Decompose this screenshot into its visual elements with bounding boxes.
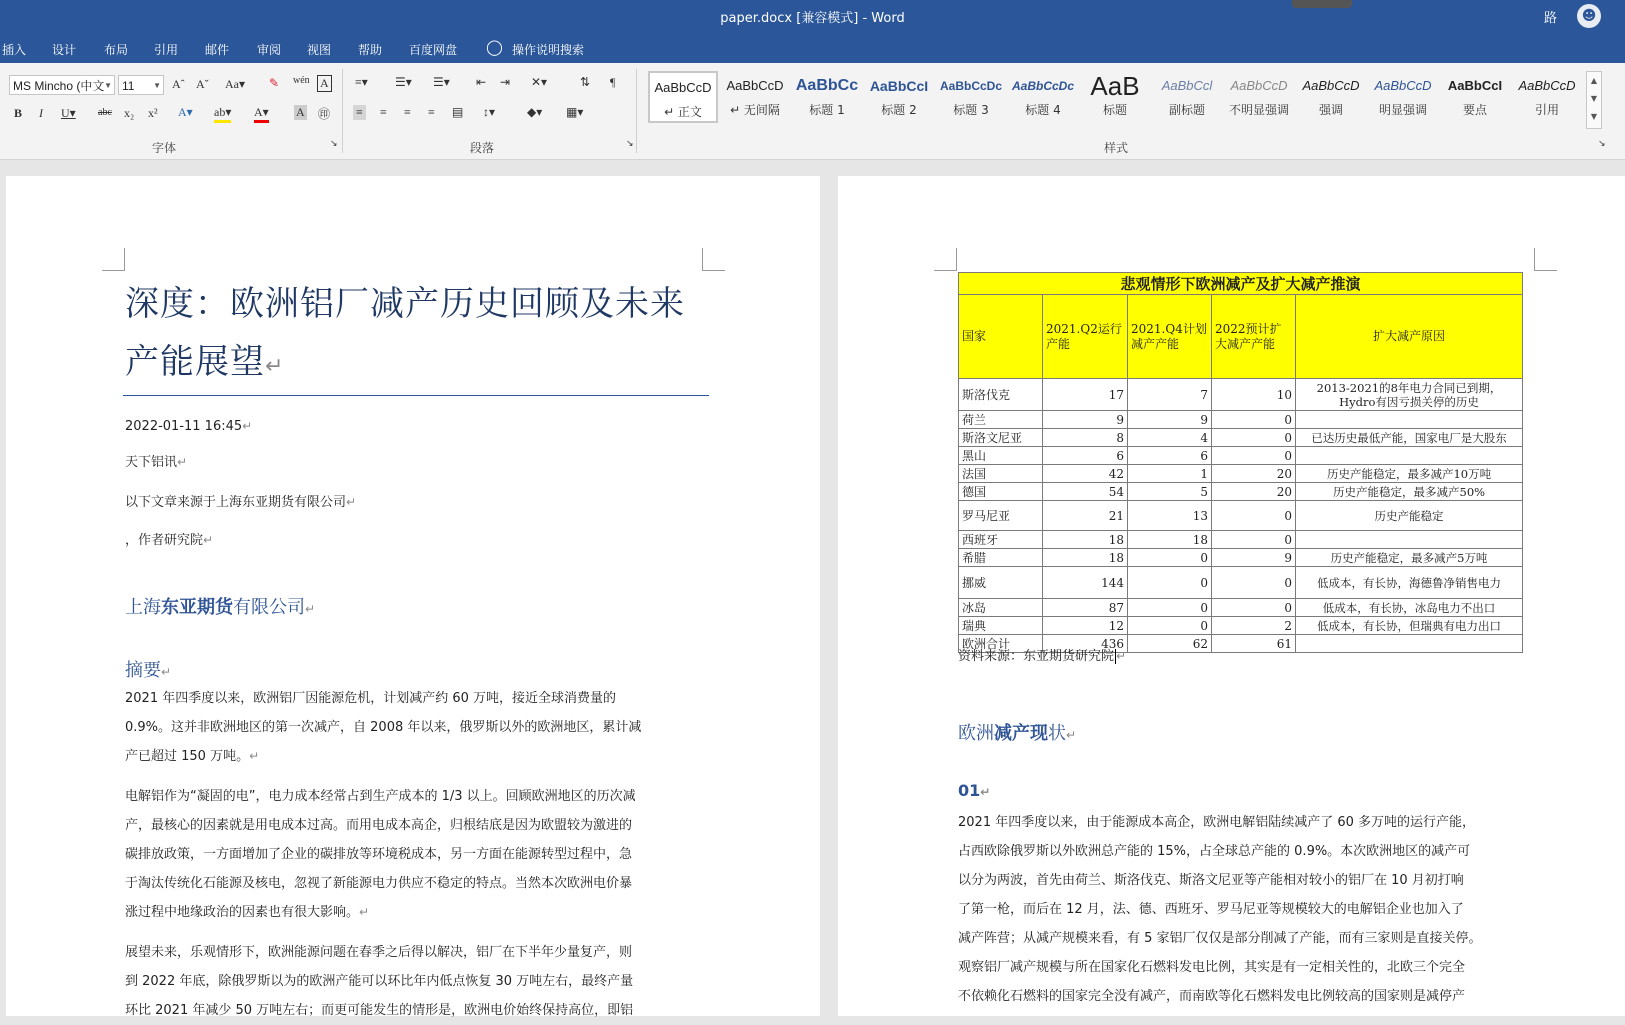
style-no-spacing[interactable]	[720, 71, 790, 123]
change-case-icon[interactable]: Aa▾	[225, 77, 246, 91]
section-number-text: 01	[958, 781, 981, 800]
source-name-text: 天下铝讯	[125, 455, 178, 470]
table-cell: 12	[1043, 617, 1128, 635]
style-label: 要点	[1462, 103, 1487, 117]
font-size-combo[interactable]	[118, 75, 164, 95]
paragraph-line-text: 涨过程中地缘政治的因素也有很大影响。	[125, 905, 360, 920]
style-emphasis[interactable]	[1296, 71, 1366, 123]
company-heading-bold: 东亚期货	[161, 597, 233, 618]
table-cell: 436	[1043, 635, 1128, 653]
heading-bold: 减产现	[994, 723, 1048, 744]
style-heading-2[interactable]	[864, 71, 934, 123]
style-preview: AaBbCcDc	[939, 79, 1002, 93]
table-cell: 德国	[959, 483, 1043, 501]
chevron-down-icon: ▼	[104, 81, 112, 90]
table-cell: 历史产能稳定，最多减产10万吨	[1296, 465, 1523, 483]
table-row	[959, 379, 1523, 411]
crop-mark	[102, 248, 125, 271]
table-cell: 42	[1043, 465, 1128, 483]
date-text: 2022-01-11 16:45	[125, 419, 243, 434]
source-name-line[interactable]: 天下铝讯↵	[125, 455, 188, 470]
subscript-icon[interactable]: x₂	[124, 106, 135, 120]
paragraph-group-label: 段落	[470, 141, 495, 155]
style-label: 引用	[1534, 103, 1559, 117]
table-cell: 已达历史最低产能，国家电厂是大股东	[1296, 429, 1523, 447]
page-right	[838, 176, 1625, 1016]
table-cell: 0	[1212, 447, 1296, 465]
company-heading[interactable]: 上海东亚期货有限公司↵	[125, 597, 316, 618]
style-label: 不明显强调	[1228, 103, 1289, 117]
paragraph-line: 产已超过 150 万吨。↵	[125, 749, 260, 764]
style-preview: AaBbCcI	[869, 78, 929, 94]
table-cell: 6	[1043, 447, 1128, 465]
style-heading-1[interactable]	[792, 71, 862, 123]
document-title: paper.docx [兼容模式] - Word	[720, 11, 905, 26]
group-divider	[636, 69, 637, 153]
crop-mark	[702, 248, 725, 271]
style-preview: AaBbCcD	[726, 78, 784, 93]
underline-icon[interactable]: U▾	[61, 106, 76, 120]
heading-part: 欧洲	[958, 723, 994, 744]
paragraph-line: 展望未来，乐观情形下，欧洲能源问题在春季之后得以解决，铝厂在下半年少量复产，则	[125, 945, 633, 960]
paragraph-line: 2021 年四季度以来，由于能源成本高企，欧洲电解铝陆续减产了 60 多万吨的运行产能，	[958, 815, 1476, 830]
table-row	[959, 447, 1523, 465]
paragraph-line: 2021 年四季度以来，欧洲铝厂因能源危机，计划减产约 60 万吨，接近全球消费量的	[125, 691, 617, 706]
dialog-launcher-icon[interactable]: ↘	[1598, 138, 1606, 148]
paragraph-line: 产，最核心的因素就是用电成本过高。而用电成本高企，归根结底是因为欧盟较为激进的	[125, 818, 633, 833]
grow-font-icon[interactable]: Aˆ	[172, 77, 185, 91]
phonetic-guide-icon[interactable]: wén	[293, 75, 310, 86]
source-note-text: 以下文章来源于上海东亚期货有限公司	[125, 495, 347, 510]
table-row	[959, 483, 1523, 501]
chinese-layout-icon[interactable]: ✕▾	[531, 75, 548, 89]
enclose-characters-icon[interactable]: ㊞	[318, 107, 331, 121]
tab-review[interactable]: 审阅	[257, 43, 282, 57]
table-cell: 罗马尼亚	[959, 501, 1043, 531]
reduction-table[interactable]	[958, 272, 1523, 653]
style-preview: AaBbCcDc	[1011, 79, 1074, 93]
europe-status-heading[interactable]: 欧洲减产现状↵	[958, 723, 1077, 744]
table-cell: 0	[1128, 567, 1212, 599]
table-row	[959, 531, 1523, 549]
table-header: 2021.Q2运行产能	[1043, 295, 1128, 379]
tab-references[interactable]: 引用	[154, 43, 179, 57]
style-label: 明显强调	[1378, 103, 1427, 117]
table-title: 悲观情形下欧洲减产及扩大减产推演	[959, 273, 1523, 295]
paragraph-line: 电解铝作为“凝固的电”，电力成本经常占到生产成本的 1/3 以上。回顾欧洲地区的历次减	[125, 789, 636, 804]
paragraph-line: 以分为两波，首先由荷兰、斯洛伐克、斯洛文尼亚等产能相对较小的铝厂在 10 月初打响	[958, 873, 1464, 888]
style-label: 强调	[1318, 103, 1343, 117]
table-header: 2021.Q4计划减产产能	[1128, 295, 1212, 379]
paragraph-line: 涨过程中地缘政治的因素也有很大影响。↵	[125, 905, 370, 920]
style-label: 标题 3	[953, 103, 989, 117]
table-cell: 斯洛伐克	[959, 379, 1043, 411]
tell-me-search[interactable]: 操作说明搜索	[512, 43, 585, 57]
style-preview: AaBbCcD	[1302, 78, 1360, 93]
table-cell: 87	[1043, 599, 1128, 617]
sort-icon[interactable]: ⇅	[580, 75, 591, 89]
table-cell: 0	[1212, 599, 1296, 617]
table-cell: 0	[1128, 549, 1212, 567]
shrink-font-icon[interactable]: Aˇ	[196, 77, 209, 91]
superscript-icon[interactable]: x²	[148, 106, 158, 120]
table-cell	[1296, 635, 1523, 653]
table-row	[959, 617, 1523, 635]
table-cell: 荷兰	[959, 411, 1043, 429]
table-header: 2022预计扩大减产产能	[1212, 295, 1296, 379]
table-cell: 54	[1043, 483, 1128, 501]
table-cell: 8	[1043, 429, 1128, 447]
character-shading-icon[interactable]: A	[296, 105, 305, 119]
justify-icon[interactable]: ≡	[428, 105, 435, 119]
table-header: 扩大减产原因	[1296, 295, 1523, 379]
highlight-icon[interactable]: ab▾	[214, 105, 231, 123]
table-cell: 4	[1128, 429, 1212, 447]
table-cell: 13	[1128, 501, 1212, 531]
table-cell: 历史产能稳定	[1296, 501, 1523, 531]
tab-mailings[interactable]: 邮件	[205, 43, 230, 57]
dialog-launcher-icon[interactable]: ↘	[330, 138, 338, 148]
paragraph-line: 观察铝厂减产规模与所在国家化石燃料发电比例，其实是有一定相关性的，北欧三个完全	[958, 960, 1466, 975]
style-subtle-emphasis[interactable]	[1224, 71, 1294, 123]
align-right-icon[interactable]: ≡	[404, 105, 411, 119]
bullets-icon[interactable]: ≡▾	[355, 75, 368, 89]
table-row	[959, 549, 1523, 567]
style-preview: AaBbCcl	[1161, 78, 1213, 93]
style-normal[interactable]	[648, 71, 718, 123]
shading-icon[interactable]: ◆▾	[527, 105, 543, 119]
style-preview: AaBbCcD	[654, 80, 712, 95]
ribbon	[0, 63, 1625, 160]
style-heading-4[interactable]	[1008, 71, 1078, 123]
lightbulb-icon: ◯	[486, 38, 503, 56]
style-subtitle[interactable]	[1152, 71, 1222, 123]
style-intense-emphasis[interactable]	[1368, 71, 1438, 123]
table-cell: 20	[1212, 465, 1296, 483]
dialog-launcher-icon[interactable]: ↘	[626, 138, 634, 148]
abstract-heading-text: 摘要	[125, 660, 161, 681]
table-cell: 62	[1128, 635, 1212, 653]
table-cell: 10	[1212, 379, 1296, 411]
styles-group-label: 样式	[1104, 141, 1129, 155]
crop-mark	[1534, 248, 1557, 271]
paragraph-line: 碳排放政策，一方面增加了企业的碳排放等环境税成本，另一方面在能源转型过程中，急	[125, 847, 633, 862]
table-row	[959, 567, 1523, 599]
section-number[interactable]: 01↵	[958, 781, 991, 800]
abstract-heading[interactable]: 摘要↵	[125, 660, 172, 681]
table-cell	[1296, 411, 1523, 429]
text-effects-icon[interactable]: A▾	[178, 105, 193, 119]
paragraph-line: 不依赖化石燃料的国家完全没有减产，而南欧等化石燃料发电比例较高的国家则是减停产	[958, 989, 1466, 1004]
tab-help[interactable]: 帮助	[358, 43, 383, 57]
increase-indent-icon[interactable]: ⇥	[500, 75, 511, 89]
table-source[interactable]: 资料来源：东亚期货研究院 ↵	[958, 649, 1127, 664]
table-row	[959, 501, 1523, 531]
table-row	[959, 411, 1523, 429]
styles-gallery-scroll[interactable]: ▲ ▼ ▼	[1586, 71, 1602, 129]
font-name-combo[interactable]	[9, 75, 115, 95]
show-marks-icon[interactable]: ¶	[610, 75, 616, 89]
tab-insert[interactable]: 插入	[2, 43, 27, 57]
style-label: 标题 1	[809, 103, 845, 117]
style-label: 标题	[1102, 103, 1127, 117]
title-line2-text: 产能展望	[125, 342, 265, 382]
numbering-icon[interactable]: ☰▾	[395, 75, 412, 89]
style-label: ↵ 正文	[664, 105, 702, 119]
table-cell: 5	[1128, 483, 1212, 501]
author-text: ，作者研究院	[125, 533, 204, 548]
table-cell: 9	[1212, 549, 1296, 567]
table-cell: 17	[1043, 379, 1128, 411]
tab-layout[interactable]: 布局	[104, 43, 129, 57]
table-cell: 低成本，有长协，但瑞典有电力出口	[1296, 617, 1523, 635]
company-heading-part: 上海	[125, 597, 161, 618]
table-cell: 历史产能稳定，最多减产50%	[1296, 483, 1523, 501]
table-cell: 挪威	[959, 567, 1043, 599]
tab-baidu-netdisk[interactable]: 百度网盘	[409, 43, 458, 57]
title-rule	[123, 395, 709, 396]
table-cell	[1296, 531, 1523, 549]
table-cell: 2	[1212, 617, 1296, 635]
table-cell: 7	[1128, 379, 1212, 411]
style-label: ↵ 无间隔	[730, 103, 780, 117]
table-cell: 0	[1212, 567, 1296, 599]
table-cell	[1296, 447, 1523, 465]
table-cell: 冰岛	[959, 599, 1043, 617]
table-cell: 法国	[959, 465, 1043, 483]
table-cell: 瑞典	[959, 617, 1043, 635]
table-header: 国家	[959, 295, 1043, 379]
style-preview: AaBbCcD	[1518, 78, 1576, 93]
font-color-icon[interactable]: A▾	[254, 105, 269, 123]
table-cell: 0	[1212, 501, 1296, 531]
tab-view[interactable]: 视图	[307, 43, 332, 57]
author-line[interactable]: ，作者研究院↵	[125, 533, 214, 548]
table-cell: 历史产能稳定，最多减产5万吨	[1296, 549, 1523, 567]
table-cell: 0	[1212, 411, 1296, 429]
table-cell: 希腊	[959, 549, 1043, 567]
align-center-icon[interactable]: ≡	[380, 105, 387, 119]
user-avatar-icon[interactable]: ☻	[1577, 4, 1601, 28]
align-left-icon[interactable]: ≡	[353, 105, 366, 120]
table-cell: 西班牙	[959, 531, 1043, 549]
style-strong[interactable]	[1440, 71, 1510, 123]
table-cell: 9	[1043, 411, 1128, 429]
table-source-text: 资料来源：东亚期货研究院	[958, 649, 1115, 664]
document-title-line2[interactable]: 产能展望↵	[125, 342, 285, 382]
font-group-label: 字体	[152, 141, 177, 155]
distributed-icon[interactable]: ▤	[452, 105, 464, 119]
table-cell: 144	[1043, 567, 1128, 599]
table-cell: 18	[1043, 549, 1128, 567]
paragraph-line-text: 产已超过 150 万吨。	[125, 749, 250, 764]
table-cell: 欧洲合计	[959, 635, 1043, 653]
paragraph-1[interactable]	[125, 684, 709, 771]
user-name[interactable]: 路	[1543, 11, 1557, 26]
paragraph-line: 了第一枪，而后在 12 月，法、德、西班牙、罗马尼亚等规模较大的电解铝企业也加入了	[958, 902, 1464, 917]
paragraph-line: 占西欧除俄罗斯以外欧洲总产能的 15%，占全球总产能的 0.9%。本次欧洲地区的减产可	[958, 844, 1471, 859]
font-name-value: MS Mincho (中文	[13, 79, 105, 93]
table-cell: 0	[1212, 531, 1296, 549]
date-line[interactable]: 2022-01-11 16:45↵	[125, 419, 253, 434]
style-preview: AaBbCcD	[1230, 78, 1288, 93]
paragraph-line: 到 2022 年底，除俄罗斯以为的欧洲产能可以环比年内低点恢复 30 万吨左右，最终产量	[125, 974, 634, 989]
style-preview: AaBbCc	[795, 77, 859, 94]
table-cell: 20	[1212, 483, 1296, 501]
paragraph-2[interactable]	[125, 782, 709, 927]
style-heading-3[interactable]	[936, 71, 1006, 123]
paragraph-line: 于淘汰传统化石能源及核电，忽视了新能源电力供应不稳定的特点。当然本次欧洲电价暴	[125, 876, 633, 891]
group-divider	[342, 69, 343, 153]
source-note-line[interactable]: 以下文章来源于上海东亚期货有限公司↵	[125, 495, 357, 510]
crop-mark	[934, 248, 957, 271]
tab-design[interactable]: 设计	[52, 43, 77, 57]
table-row	[959, 465, 1523, 483]
font-size-value: 11	[122, 79, 135, 93]
clear-format-icon[interactable]: ✎	[269, 76, 280, 90]
bold-icon[interactable]: B	[14, 106, 23, 120]
table-cell: 2013-2021的8年电力合同已到期，Hydro有因亏损关停的历史	[1296, 379, 1523, 411]
table-cell: 0	[1212, 429, 1296, 447]
style-preview: AaBbCcD	[1374, 78, 1432, 93]
title-bar	[0, 0, 1625, 32]
table-cell: 1	[1128, 465, 1212, 483]
company-heading-part: 有限公司	[233, 597, 305, 618]
table-cell: 18	[1128, 531, 1212, 549]
paragraph-line: 0.9%。这并非欧洲地区的第一次减产，自 2008 年以来，俄罗斯以外的欧洲地区，累计减	[125, 720, 642, 735]
table-cell: 21	[1043, 501, 1128, 531]
style-label: 副标题	[1168, 103, 1205, 117]
style-title[interactable]	[1080, 71, 1150, 123]
table-cell: 低成本，有长协，冰岛电力不出口	[1296, 599, 1523, 617]
style-label: 标题 4	[1025, 103, 1061, 117]
table-cell: 斯洛文尼亚	[959, 429, 1043, 447]
page-left	[6, 176, 820, 1016]
table-cell: 9	[1128, 411, 1212, 429]
character-border-icon[interactable]: A	[317, 75, 332, 92]
strikethrough-icon[interactable]: abc	[98, 107, 112, 118]
decrease-indent-icon[interactable]: ⇤	[476, 75, 487, 89]
table-cell: 18	[1043, 531, 1128, 549]
paragraph-line: 减产阵营；从减产规模来看，有 5 家铝厂仅仅是部分削减了产能，而有三家则是直接关停。	[958, 931, 1482, 946]
chevron-down-icon: ▼	[153, 81, 161, 90]
table-cell: 0	[1128, 617, 1212, 635]
table-cell: 6	[1128, 447, 1212, 465]
document-title-line1[interactable]: 深度：欧洲铝厂减产历史回顾及未来	[125, 284, 685, 324]
table-cell: 0	[1128, 599, 1212, 617]
paragraph-europe[interactable]	[958, 808, 1558, 1011]
multilevel-list-icon[interactable]: ☰▾	[433, 75, 450, 89]
table-cell: 61	[1212, 635, 1296, 653]
table-cell: 黑山	[959, 447, 1043, 465]
paragraph-line: 环比 2021 年减少 50 万吨左右；而更可能发生的情形是，欧洲电价始终保持高位，即铝	[125, 1003, 634, 1018]
paragraph-3[interactable]	[125, 938, 709, 1025]
ribbon-tabs	[0, 32, 1625, 63]
table-row	[959, 429, 1523, 447]
table-cell: 低成本，有长协，海德鲁净销售电力	[1296, 567, 1523, 599]
heading-part: 状	[1048, 723, 1066, 744]
table-row	[959, 599, 1523, 617]
style-preview: AaBbCcI	[1447, 78, 1503, 93]
italic-icon[interactable]: I	[39, 106, 43, 120]
style-preview: AaB	[1090, 71, 1140, 101]
line-spacing-icon[interactable]: ↕▾	[483, 105, 496, 119]
style-quote[interactable]	[1512, 71, 1582, 123]
borders-icon[interactable]: ▦▾	[566, 105, 584, 119]
style-label: 标题 2	[881, 103, 917, 117]
